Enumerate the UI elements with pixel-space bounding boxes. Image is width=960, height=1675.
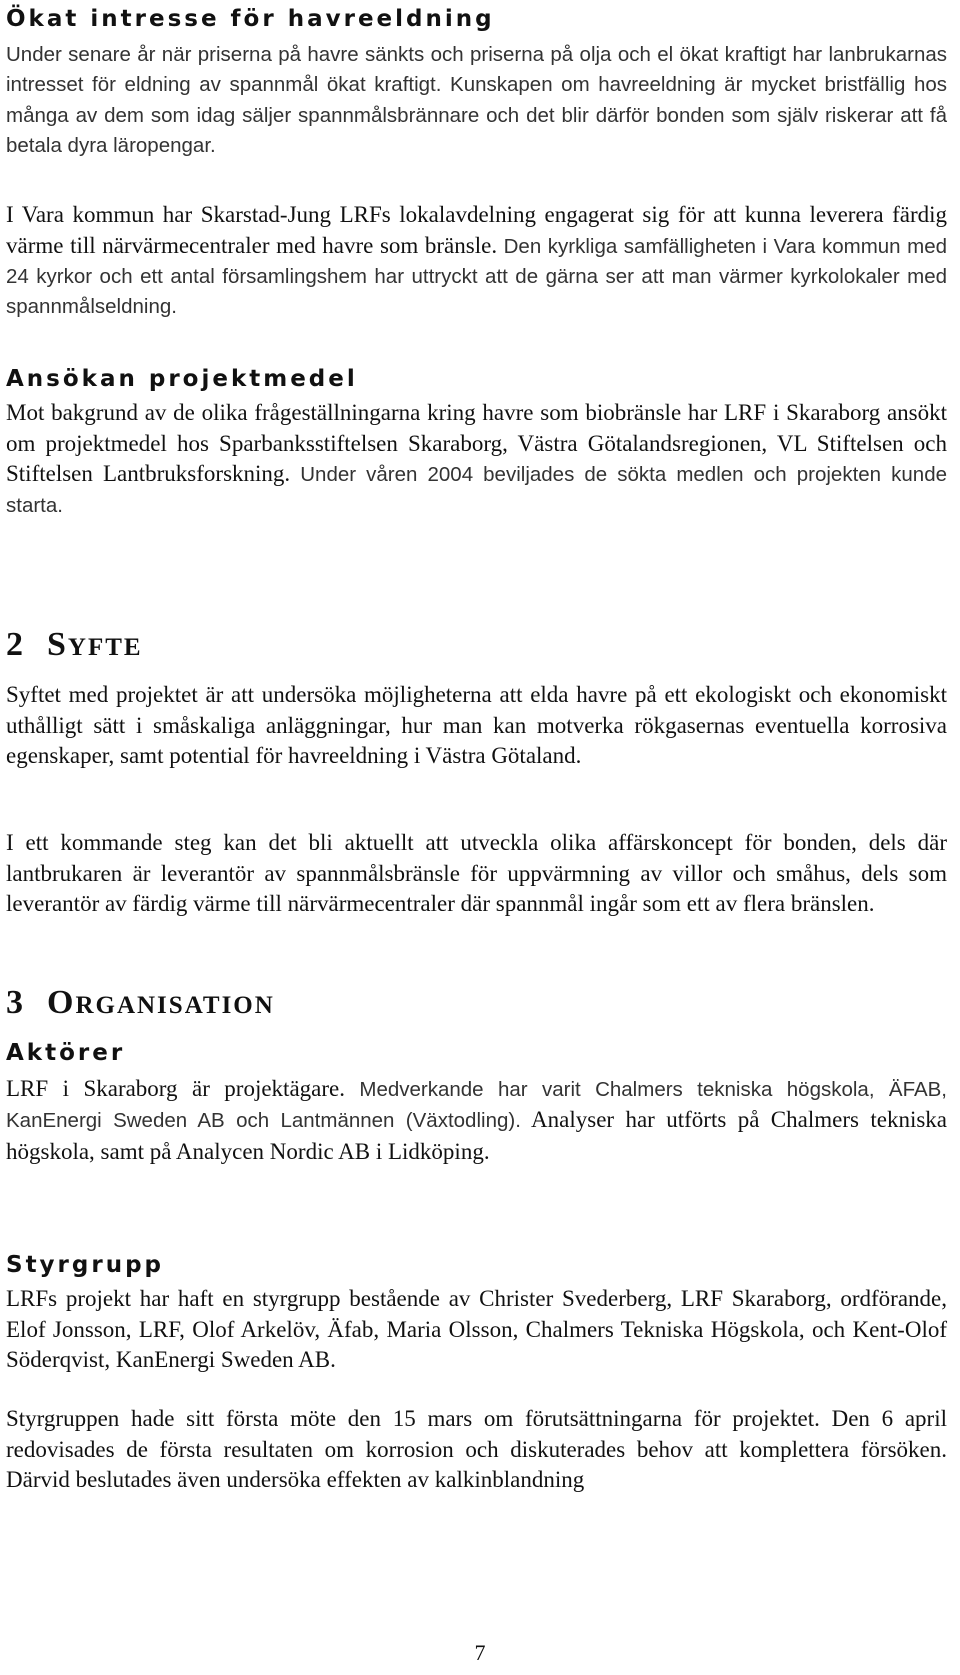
page-number: 7 [474,1640,486,1665]
heading-organisation-rest: RGANISATION [75,992,275,1019]
heading-organisation-initial: O [47,984,76,1021]
heading-aktorer: Aktörer [6,1040,126,1066]
section-number-syfte: 2 [6,626,25,663]
paragraph-syfte-2: I ett kommande steg kan det bli aktuellt att utveckla olika affärskoncept för bonden, dels där lantbrukaren är leverantör av spannmålsbränsle för uppvärmning av villor och småhus, dels som leverantör av färdig värme till närvärmecentraler där spannmål ingår som ett av flera bränslen. [6,830,947,917]
paragraph-aktorer-c: Analyser har utförts på Chalmers tekniska högskola, samt på Analycen Nordic AB i Lidköping. [6,1107,948,1164]
paragraph-aktorer-b: Medverkande har varit Chalmers tekniska högskola, ÄFAB, KanEnergi Sweden AB och Lantmännen (Växtodling). [6,1078,948,1133]
paragraph-ansokan-b: Under våren 2004 beviljades de sökta medlen och projekten kunde starta. [6,463,947,517]
paragraph-ansokan-a: Mot bakgrund av de olika frågeställningarna kring havre som biobränsle har LRF i Skaraborg ansökt om projektmedel hos Sparbanksstiftelsen Skaraborg, Västra Götalandsregionen, VL Stiftelsen och Stiftelsen Lantbruksforskning. [6,400,947,487]
paragraph-kyrkliga: Den kyrkliga samfälligheten i Vara kommun med 24 kyrkor och ett antal församlingshem har uttryckt att de gärna ser att man värmer kyrkolokaler med spannmålseldning. [6,234,947,319]
heading-styrgrupp: Styrgrupp [6,1252,165,1278]
heading-syfte [6,626,947,664]
paragraph-styrgrupp-1: LRFs projekt har haft en styrgrupp bestående av Christer Svederberg, LRF Skaraborg, ordförande, Elof Jonsson, LRF, Olof Arkelöv, Äfab, Maria Olsson, Chalmers Tekniska Högskola, och Kent-Olof Söderqvist, KanEnergi Sweden AB. [6,1286,947,1373]
paragraph-syfte-1: Syftet med projektet är att undersöka möjligheterna att elda havre på ett ekologiskt och ekonomiskt uthålligt sätt i småskaliga anläggningar, hur man kan motverka rökgasernas eventuella korrosiva egenskaper, samt potential för havreeldning i Västra Götaland. [6,682,947,769]
heading-ansokan-projektmedel: Ansökan projektmedel [6,366,358,392]
paragraph-ansokan [6,398,947,521]
heading-okat-intresse: Ökat intresse för havreeldning [6,6,495,32]
paragraph-styrgrupp-2: Styrgruppen hade sitt första möte den 15 mars om förutsättningarna för projektet. Den 6 april redovisades de första resultaten om korrosion och diskuterades behov att komplettera försöken. Därvid beslutades även undersöka effekten av kalkinblandning [6,1406,947,1493]
paragraph-aktorer-a: LRF i Skaraborg är projektägare. [6,1076,345,1101]
paragraph-okat-intresse-2 [6,200,947,323]
heading-organisation [6,984,947,1022]
section-number-organisation: 3 [6,984,25,1021]
paragraph-aktorer [6,1074,947,1167]
paragraph-vara-kommun: I Vara kommun har Skarstad-Jung LRFs lokalavdelning engagerat sig för att kunna leverera färdig värme till närvärmecentraler med havre som bränsle. [6,202,947,258]
heading-syfte-rest: YFTE [67,634,143,661]
paragraph-okat-intresse-1: Under senare år när priserna på havre sänkts och priserna på olja och el ökat kraftigt har lanbrukarnas intresset för eldning av spannmål ökat kraftigt. Kunskapen om havreeldning är mycket bristfällig hos många av dem som idag säljer spannmålsbrännare och det blir därför bonden som själv riskerar att få betala dyra läropengar. [6,43,947,158]
heading-syfte-initial: S [47,626,68,663]
